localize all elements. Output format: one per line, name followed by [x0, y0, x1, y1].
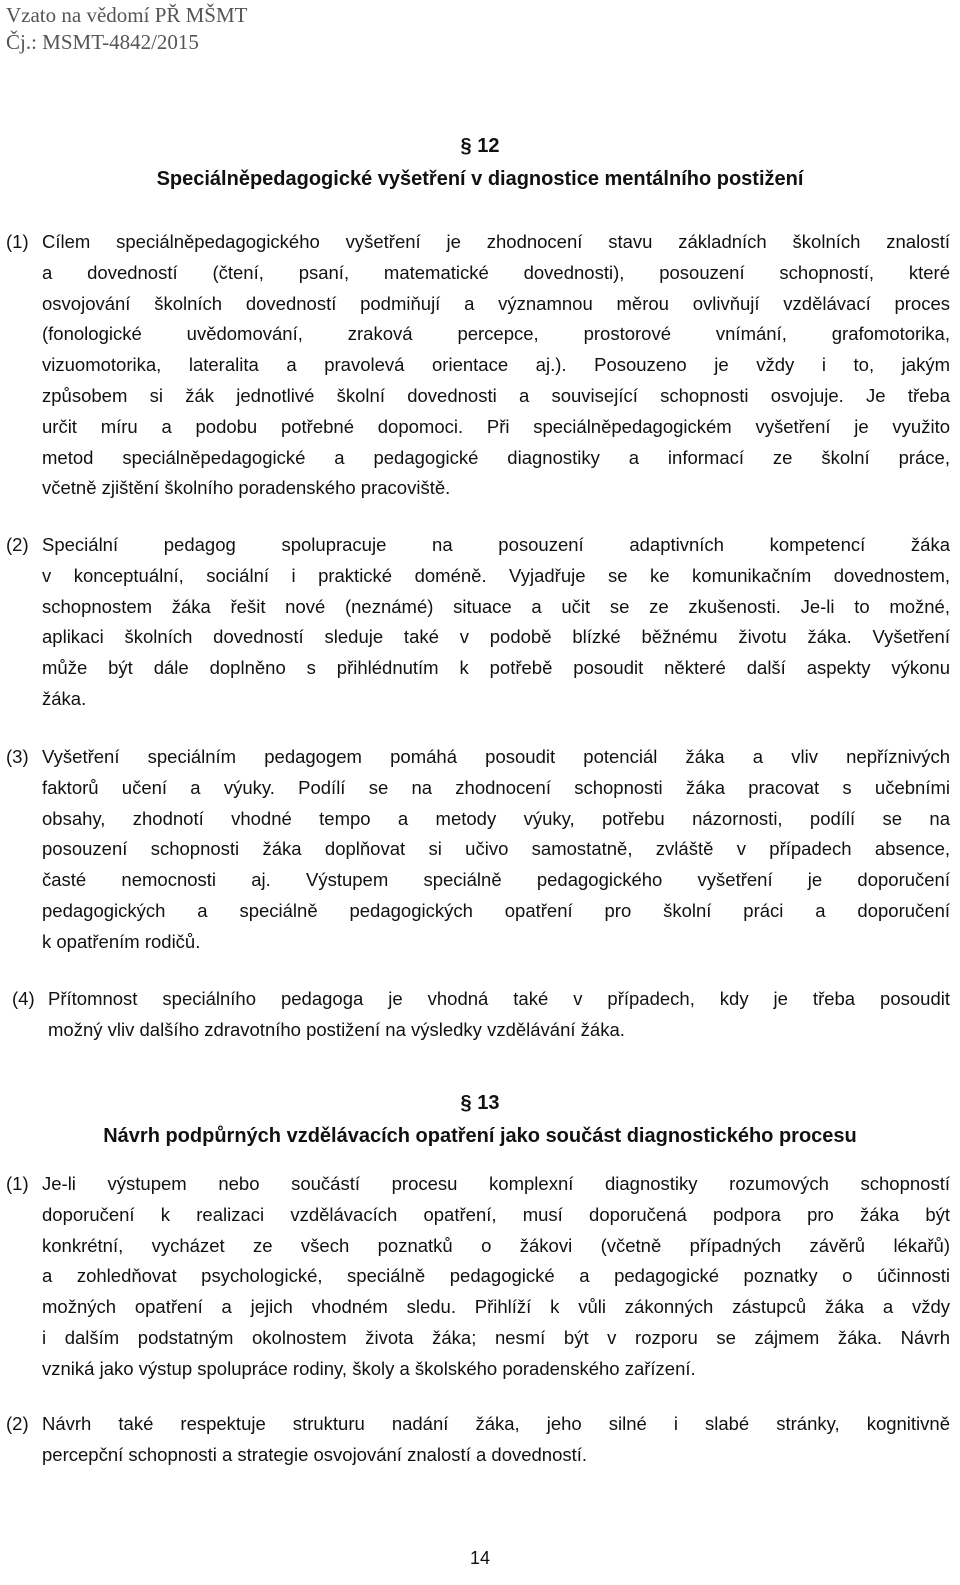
text-line: Návrh také respektuje strukturu nadání žáka, jeho silné i slabé stránky, kognitivně — [42, 1413, 950, 1434]
text-line: může být dále doplněno s přihlédnutím k potřebě posoudit některé další aspekty výkonu — [42, 657, 950, 679]
text-line: a zohledňovat psychologické, speciálně pedagogické a pedagogické poznatky o účinnosti — [42, 1265, 950, 1287]
text-line: způsobem si žák jednotlivé školní dovednosti a související schopnosti osvojuje. Je třeba — [42, 384, 950, 406]
paragraph-number: (2) — [6, 534, 29, 555]
text-line: konkrétní, vycházet ze všech poznatků o žákovi (včetně případných závěrů lékařů) — [42, 1234, 950, 1256]
text-line: časté nemocnosti aj. Výstupem speciálně pedagogického vyšetření je doporučení — [42, 869, 950, 891]
text-line: vizuomotorika, lateralita a pravolevá orientace aj.). Posouzeno je vždy i to, jakým — [42, 354, 950, 376]
section-12-paragraph-2 — [6, 530, 950, 715]
text-line: možný vliv dalšího zdravotního postižení na výsledky vzdělávání žáka. — [48, 1018, 625, 1040]
text-line: i dalším podstatným okolnostem života žáka; nesmí být v rozporu se zájmem žáka. Návrh — [42, 1326, 950, 1348]
text-line: percepční schopnosti a strategie osvojování znalostí a dovedností. — [42, 1443, 588, 1465]
text-line: (fonologické uvědomování, zraková percepce, prostorové vnímání, grafomotorika, — [42, 323, 950, 345]
text-line: určit míru a podobu potřebné dopomoci. Při speciálněpedagogickém vyšetření je využito — [42, 415, 950, 437]
section-12-paragraph-4 — [6, 984, 950, 1046]
text-line: aplikaci školních dovedností sleduje také v podobě blízké běžnému životu žáka. Vyšetření — [42, 626, 950, 648]
text-line: k opatřením rodičů. — [42, 930, 201, 952]
text-line: Přítomnost speciálního pedagoga je vhodná také v případech, kdy je třeba posoudit — [48, 988, 950, 1009]
text-line: možných opatření a jejich vhodném sledu. Přihlíží k vůli zákonných zástupců žáka a vždy — [42, 1296, 950, 1318]
paragraph-number: (4) — [12, 988, 35, 1009]
text-line: Vyšetření speciálním pedagogem pomáhá posoudit potenciál žáka a vliv nepříznivých — [42, 746, 950, 767]
text-line: žáka. — [42, 687, 87, 709]
section-12-paragraph-3 — [6, 742, 950, 958]
paragraph-number: (1) — [6, 1173, 29, 1194]
section-13-number: § 13 — [460, 1092, 500, 1114]
section-12-paragraph-1 — [6, 227, 950, 504]
text-line: Cílem speciálněpedagogického vyšetření je zhodnocení stavu základních školních znalostí — [42, 231, 950, 252]
section-13-paragraph-1 — [6, 1169, 950, 1385]
approval-stamp — [6, 2, 248, 56]
stamp-line-2: Čj.: MSMT-4842/2015 — [6, 30, 199, 54]
section-13-title: Návrh podpůrných vzdělávacích opatření jako součást diagnostického procesu — [103, 1125, 857, 1147]
text-line: posouzení schopnosti žáka doplňovat si učivo samostatně, zvláště v případech absence, — [42, 838, 950, 860]
section-12-number: § 12 — [460, 135, 500, 157]
text-line: doporučení k realizaci vzdělávacích opatření, musí doporučená podpora pro žáka být — [42, 1203, 950, 1225]
text-line: metod speciálněpedagogické a pedagogické diagnostiky a informací ze školní práce, — [42, 446, 950, 468]
text-line: včetně zjištění školního poradenského pracoviště. — [42, 477, 451, 499]
stamp-line-1: Vzato na vědomí PŘ MŠMT — [6, 3, 248, 27]
text-line: v konceptuální, sociální i praktické doméně. Vyjadřuje se ke komunikačním dovednostem, — [42, 564, 950, 586]
text-line: a dovedností (čtení, psaní, matematické dovednosti), posouzení schopností, které — [42, 261, 950, 283]
text-line: obsahy, zhodnotí vhodné tempo a metody výuky, potřebu názornosti, podílí se na — [42, 807, 950, 829]
text-line: vzniká jako výstup spolupráce rodiny, školy a školského poradenského zařízení. — [42, 1357, 696, 1379]
text-line: osvojování školních dovedností podmiňují a významnou měrou ovlivňují vzdělávací proces — [42, 292, 950, 314]
text-line: schopnostem žáka řešit nové (neznámé) situace a učit se ze zkušenosti. Je-li to možné, — [42, 595, 950, 617]
section-12-title: Speciálněpedagogické vyšetření v diagnostice mentálního postižení — [156, 168, 804, 190]
section-13-paragraph-2 — [6, 1409, 950, 1471]
paragraph-number: (1) — [6, 231, 29, 252]
text-line: faktorů učení a výuky. Podílí se na zhodnocení schopnosti žáka pracovat s učebními — [42, 776, 950, 798]
paragraph-number: (2) — [6, 1413, 29, 1434]
text-line: pedagogických a speciálně pedagogických opatření pro školní práci a doporučení — [42, 899, 950, 921]
text-line: Speciální pedagog spolupracuje na posouzení adaptivních kompetencí žáka — [42, 534, 950, 555]
text-line: Je-li výstupem nebo součástí procesu komplexní diagnostiky rozumových schopností — [42, 1173, 950, 1194]
page-number: 14 — [469, 1548, 491, 1568]
paragraph-number: (3) — [6, 746, 29, 767]
